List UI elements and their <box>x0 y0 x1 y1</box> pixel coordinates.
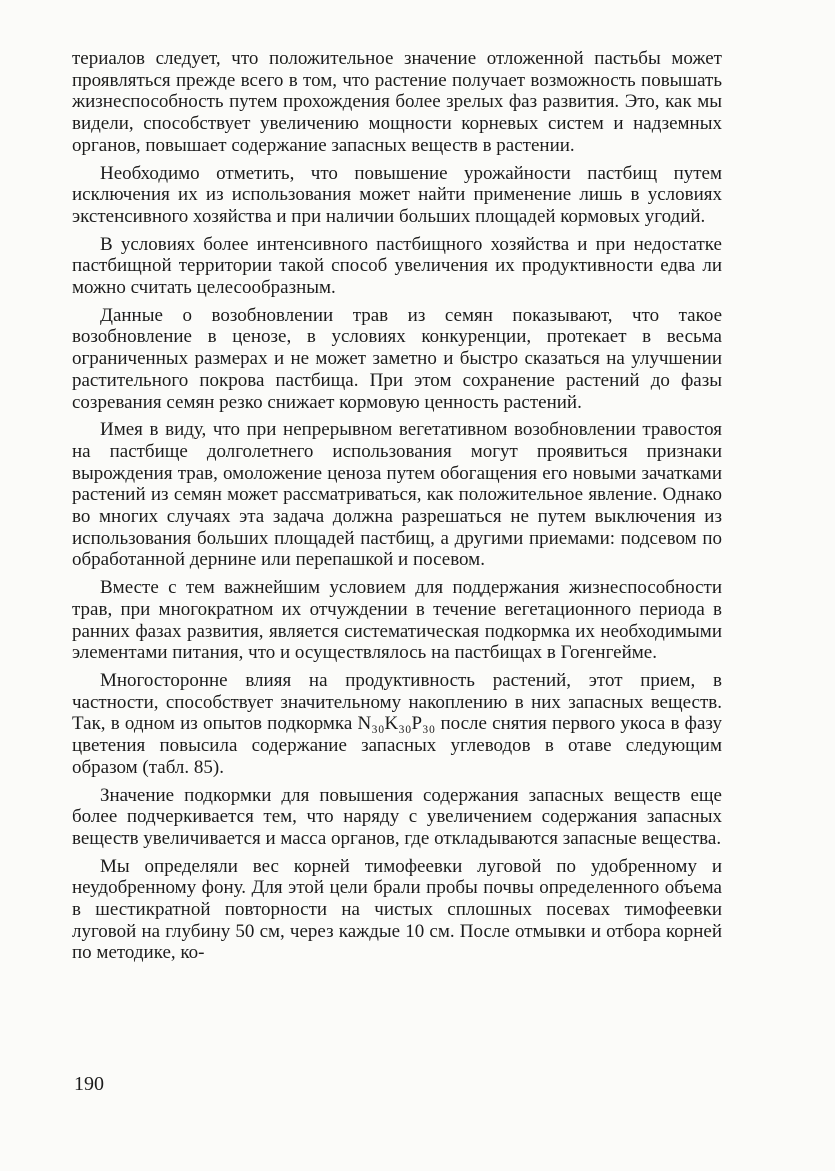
paragraph-9: Мы определяли вес корней тимофеевки луговой по удобренному и неудобренному фону. Для этой цели брали пробы почвы определенного объема в шестикратной повторности на чистых сплошных посевах тимофеевки луговой на глубину 50 см, через каждые 10 см. После отмывки и отбора корней по методике, ко- <box>72 855 722 964</box>
paragraph-7: Многосторонне влияя на продуктивность растений, этот прием, в частности, способствует значительному накоплению в них запасных веществ. Так, в одном из опытов подкормка N₃₀K₃₀P₃₀ после снятия первого укоса в фазу цветения повысила содержание запасных углеводов в отаве следующим образом (табл. 85). <box>72 669 722 778</box>
paragraph-2: Необходимо отметить, что повышение урожайности пастбищ путем исключения их из использования может найти применение лишь в условиях экстенсивного хозяйства и при наличии больших площадей кормовых угодий. <box>72 162 722 227</box>
paragraph-4: Данные о возобновлении трав из семян показывают, что такое возобновление в ценозе, в условиях конкуренции, протекает в весьма ограниченных размерах и не может заметно и быстро сказаться на улучшении растительного покрова пастбища. При этом сохранение растений до фазы созревания семян резко снижает кормовую ценность растений. <box>72 304 722 413</box>
page-number: 190 <box>74 1073 104 1095</box>
body-text <box>72 48 722 970</box>
paragraph-8: Значение подкормки для повышения содержания запасных веществ еще более подчеркивается тем, что наряду с увеличением содержания запасных веществ увеличивается и масса органов, где откладываются запасные вещества. <box>72 784 722 849</box>
paragraph-5: Имея в виду, что при непрерывном вегетативном возобновлении травостоя на пастбище долголетнего использования могут проявиться признаки вырождения трав, омоложение ценоза путем обогащения его новыми зачатками растений из семян может рассматриваться, как положительное явление. Однако во многих случаях эта задача должна разрешаться не путем выключения из использования больших площадей пастбищ, а другими приемами: подсевом по обработанной дернине или перепашкой и посевом. <box>72 419 722 571</box>
paragraph-3: В условиях более интенсивного пастбищного хозяйства и при недостатке пастбищной территории такой способ увеличения их продуктивности едва ли можно считать целесообразным. <box>72 233 722 299</box>
paragraph-1: териалов следует, что положительное значение отложенной пастьбы может проявляться прежде всего в том, что растение получает возможность повышать жизнеспособность путем прохождения более зрелых фаз развития. Это, как мы видели, способствует увеличению мощности корневых систем и надземных органов, повышает содержание запасных веществ в растении. <box>72 48 722 156</box>
paragraph-6: Вместе с тем важнейшим условием для поддержания жизнеспособности трав, при многократном их отчуждении в течение вегетационного периода в ранних фазах развития, является систематическая подкормка их необходимыми элементами питания, что и осуществлялось на пастбищах в Гогенгейме. <box>72 577 722 664</box>
